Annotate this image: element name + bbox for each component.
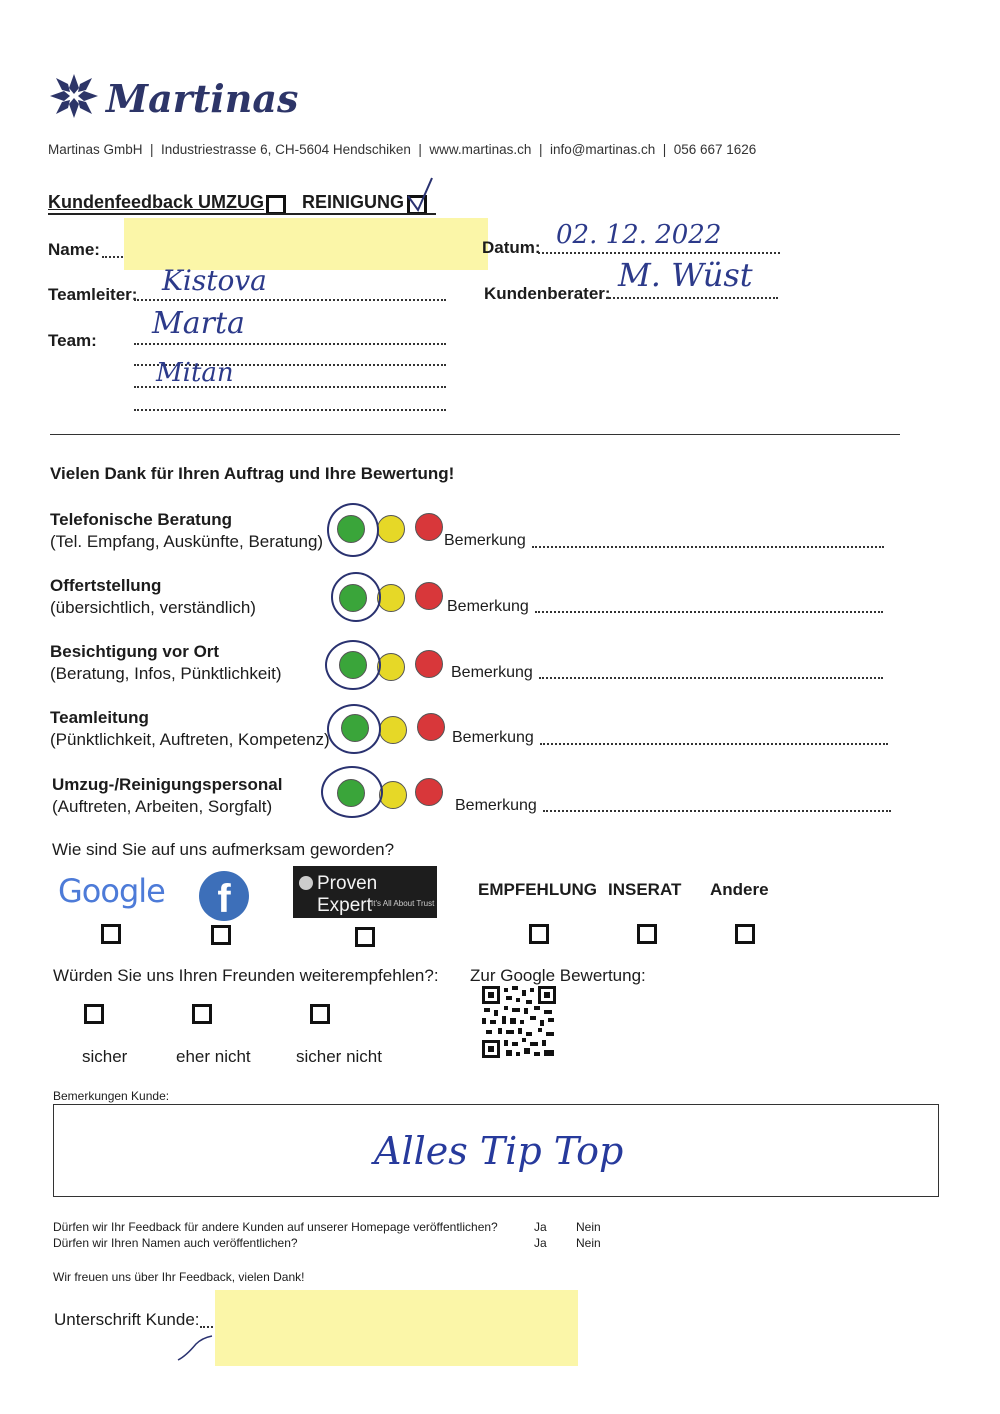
team-member-3: Mitan: [156, 358, 234, 388]
remark-field[interactable]: [543, 810, 891, 812]
eher-nicht-checkbox[interactable]: [192, 1004, 212, 1024]
remark-label: Bemerkung: [444, 532, 526, 549]
source-question: Wie sind Sie auf uns aufmerksam geworden?: [52, 840, 395, 859]
remark-field[interactable]: [539, 677, 883, 679]
remark-field[interactable]: [535, 611, 883, 613]
thumbs-side-yellow-icon[interactable]: [377, 653, 405, 681]
consent-ja-1[interactable]: Ja: [534, 1220, 547, 1234]
thumbs-down-red-icon[interactable]: [415, 778, 443, 806]
facebook-checkbox[interactable]: [211, 925, 231, 945]
proven-expert-checkbox[interactable]: [355, 927, 375, 947]
teamleiter-field[interactable]: [134, 299, 446, 301]
rating-subtitle: (Beratung, Infos, Pünktlichkeit): [50, 664, 282, 683]
remark-field[interactable]: [540, 743, 888, 745]
brand-name: Martinas: [106, 76, 299, 121]
empfehlung-label: EMPFEHLUNG: [478, 880, 597, 899]
closing-text: Wir freuen uns über Ihr Feedback, vielen Dank!: [53, 1270, 305, 1284]
google-checkbox[interactable]: [101, 924, 121, 944]
google-review-qr-code[interactable]: [482, 986, 556, 1058]
datum-value: 02. 12. 2022: [556, 220, 722, 250]
consent-question-2: Dürfen wir Ihren Namen auch veröffentlichen?: [53, 1236, 298, 1250]
umzug-checkbox[interactable]: [266, 195, 286, 215]
thumbs-side-yellow-icon[interactable]: [377, 584, 405, 612]
rating-title: Umzug-/Reinigungspersonal: [52, 775, 283, 794]
andere-label: Andere: [710, 880, 769, 899]
title-underline: [48, 213, 436, 215]
name-redaction: [124, 218, 488, 270]
reinigung-checkbox[interactable]: [407, 195, 427, 215]
teamleiter-value: Kistova: [162, 264, 267, 297]
recommend-question: Würden Sie uns Ihren Freunden weiterempfehlen?:: [53, 966, 439, 985]
thanks-text: Vielen Dank für Ihren Auftrag und Ihre Bewertung!: [50, 464, 455, 483]
inserat-checkbox[interactable]: [637, 924, 657, 944]
inserat-label: INSERAT: [608, 880, 682, 899]
google-review-label: Zur Google Bewertung:: [470, 966, 646, 985]
rating-subtitle: (Pünktlichkeit, Auftreten, Kompetenz): [50, 730, 330, 749]
thumbs-side-yellow-icon[interactable]: [377, 515, 405, 543]
signature-label: Unterschrift Kunde:: [54, 1310, 200, 1329]
remark-label: Bemerkung: [455, 797, 537, 814]
consent-question-1: Dürfen wir Ihr Feedback für andere Kunden auf unserer Homepage veröffentlichen?: [53, 1220, 498, 1234]
remarks-label: Bemerkungen Kunde:: [53, 1089, 170, 1103]
selection-circle: [325, 640, 381, 690]
thumbs-down-red-icon[interactable]: [415, 513, 443, 541]
proven-expert-text: Proven Expert: [317, 873, 378, 916]
selection-circle: [327, 704, 381, 754]
sicher-label: sicher: [82, 1047, 128, 1066]
rating-title: Telefonische Beratung: [50, 510, 232, 529]
martinas-logo-icon: [50, 74, 98, 118]
consent-nein-2[interactable]: Nein: [576, 1236, 601, 1250]
proven-expert-subtext: It's All About Trust: [371, 899, 435, 908]
team-field-1[interactable]: [134, 343, 446, 345]
team-label: Team:: [48, 331, 97, 350]
empfehlung-checkbox[interactable]: [529, 924, 549, 944]
address-line: Martinas GmbH | Industriestrasse 6, CH-5604 Hendschiken | www.martinas.ch | info@martinas.ch | 056 667 1626: [48, 142, 757, 157]
thumbs-down-red-icon[interactable]: [417, 713, 445, 741]
rating-title: Offertstellung: [50, 576, 162, 595]
sicher-nicht-label: sicher nicht: [296, 1047, 382, 1066]
kundenberater-value: M. Wüst: [618, 256, 753, 294]
remark-label: Bemerkung: [452, 729, 534, 746]
rating-subtitle: (Auftreten, Arbeiten, Sorgfalt): [52, 797, 273, 816]
sicher-nicht-checkbox[interactable]: [310, 1004, 330, 1024]
teamleiter-label: Teamleiter:: [48, 285, 138, 304]
remark-label: Bemerkung: [451, 664, 533, 681]
eher-nicht-label: eher nicht: [176, 1047, 251, 1066]
rating-title: Besichtigung vor Ort: [50, 642, 220, 661]
thumbs-down-red-icon[interactable]: [415, 582, 443, 610]
section-divider: [50, 434, 900, 435]
rating-title: Teamleitung: [50, 708, 149, 727]
facebook-icon: f: [199, 871, 249, 921]
remarks-box[interactable]: [53, 1104, 939, 1197]
kundenberater-label: Kundenberater:: [484, 284, 611, 303]
selection-circle: [331, 572, 381, 622]
andere-checkbox[interactable]: [735, 924, 755, 944]
sicher-checkbox[interactable]: [84, 1004, 104, 1024]
datum-field[interactable]: [538, 252, 780, 254]
thumbs-down-red-icon[interactable]: [415, 650, 443, 678]
rating-subtitle: (übersichtlich, verständlich): [50, 598, 256, 617]
remarks-handwritten: Alles Tip Top: [374, 1129, 624, 1173]
remark-field[interactable]: [532, 546, 884, 548]
team-field-4[interactable]: [134, 409, 446, 411]
name-label: Name:: [48, 240, 100, 259]
google-logo: [58, 872, 165, 910]
proven-expert-logo: [293, 866, 437, 918]
team-member-1: Marta: [152, 306, 245, 341]
thumbs-side-yellow-icon[interactable]: [379, 716, 407, 744]
proven-expert-check-icon: [299, 876, 313, 890]
reinigung-label: REINIGUNG: [302, 192, 405, 212]
google-text: Google: [58, 872, 165, 910]
consent-ja-2[interactable]: Ja: [534, 1236, 547, 1250]
thumbs-side-yellow-icon[interactable]: [379, 781, 407, 809]
rating-subtitle: (Tel. Empfang, Auskünfte, Beratung): [50, 532, 324, 551]
selection-circle: [327, 503, 379, 557]
selection-circle: [321, 766, 383, 818]
form-title: Kundenfeedback UMZUG: [48, 192, 265, 212]
consent-nein-1[interactable]: Nein: [576, 1220, 601, 1234]
signature-redaction: [215, 1290, 578, 1366]
kundenberater-field[interactable]: [606, 297, 778, 299]
datum-label: Datum:: [482, 238, 541, 257]
signature-stroke: [176, 1330, 236, 1364]
remark-label: Bemerkung: [447, 598, 529, 615]
